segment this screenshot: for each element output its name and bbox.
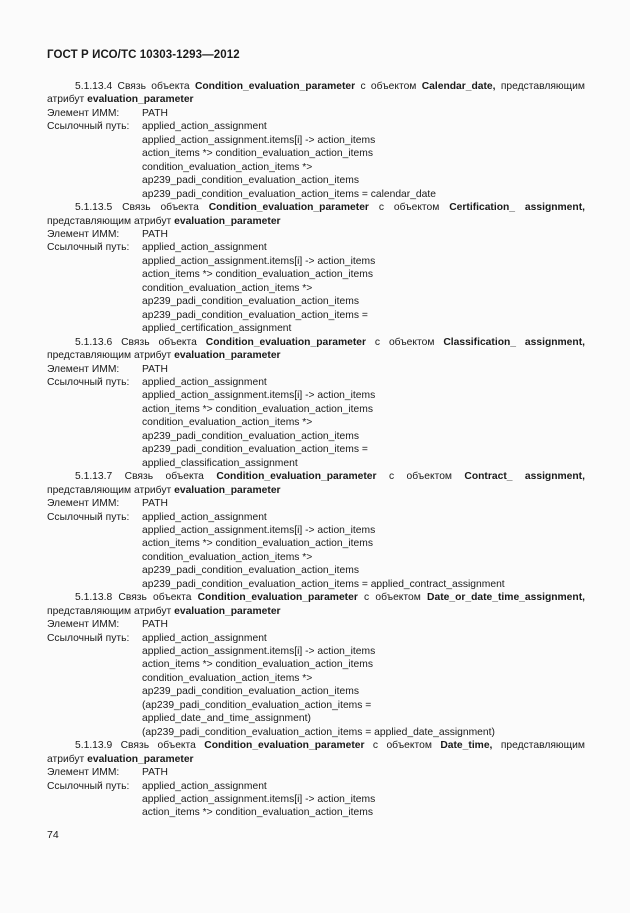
ref-path-label: Ссылочный путь:: [47, 780, 130, 792]
ref-path-row: [47, 241, 585, 254]
entity-name: Condition_evaluation_parameter: [204, 740, 365, 752]
clause-connector: с объектом: [360, 81, 417, 92]
clause-block: [47, 201, 585, 336]
clause-block: [47, 470, 585, 591]
clause-number: 5.1.13.8: [75, 592, 113, 604]
entity-name: Condition_evaluation_parameter: [216, 471, 377, 483]
clause-heading: [47, 336, 585, 363]
clause-attribute-intro: представляющим атрибут: [47, 605, 172, 617]
path-line: condition_evaluation_action_items *>: [142, 672, 313, 684]
path-line: action_items *> condition_evaluation_action_items: [142, 148, 373, 160]
element-value: PATH: [142, 767, 168, 779]
ref-path-row: [47, 120, 585, 133]
ref-path-label: Ссылочный путь:: [47, 511, 130, 523]
path-line: action_items *> condition_evaluation_action_items: [142, 538, 373, 550]
path-line: applied_action_assignment.items[i] -> action_items: [142, 390, 376, 402]
path-line: applied_action_assignment.items[i] -> action_items: [142, 255, 376, 267]
target-entity-name: Date_or_date_time_assignment,: [427, 592, 585, 604]
element-row: [47, 618, 585, 631]
clause-heading: [47, 739, 585, 766]
clause-number: 5.1.13.9: [75, 740, 113, 752]
clause-number: 5.1.13.5: [75, 202, 113, 214]
document-body: [47, 80, 585, 820]
ref-path-row: [47, 632, 585, 645]
clause-intro: Связь объекта: [122, 202, 199, 214]
path-line: applied_classification_assignment: [142, 457, 298, 469]
path-line: applied_date_and_time_assignment): [142, 713, 311, 725]
clause-connector: с объектом: [388, 471, 452, 483]
path-line: ap239_padi_condition_evaluation_action_items: [142, 565, 359, 577]
ref-path-label: Ссылочный путь:: [47, 376, 130, 388]
clause-attribute-intro: представляющим атрибут: [47, 350, 172, 362]
clause-connector: с объектом: [372, 740, 432, 752]
clause-block: [47, 336, 585, 471]
target-entity-name: Contract_ assignment,: [464, 471, 585, 483]
path-line: applied_action_assignment: [142, 121, 267, 133]
element-label: Элемент ИММ:: [47, 228, 120, 240]
target-entity-name: Calendar_date,: [421, 81, 496, 92]
path-line: action_items *> condition_evaluation_action_items: [142, 659, 373, 671]
clause-heading: [47, 201, 585, 228]
path-line: applied_action_assignment.items[i] -> action_items: [142, 134, 376, 146]
element-label: Элемент ИММ:: [47, 767, 120, 779]
clause-attribute-intro: представляющим атрибут: [47, 215, 172, 227]
clause-heading: [47, 470, 585, 497]
ref-path-label: Ссылочный путь:: [47, 242, 130, 254]
path-line: condition_evaluation_action_items *>: [142, 417, 313, 429]
attribute-name: evaluation_parameter: [174, 215, 281, 227]
path-line: ap239_padi_condition_evaluation_action_items: [142, 175, 359, 187]
element-value: PATH: [142, 228, 168, 240]
path-line: condition_evaluation_action_items *>: [142, 282, 313, 294]
element-label: Элемент ИММ:: [47, 498, 120, 510]
path-line: ap239_padi_condition_evaluation_action_items = calendar_date: [142, 188, 436, 200]
path-line: applied_action_assignment: [142, 780, 267, 792]
element-row: [47, 228, 585, 241]
element-value: PATH: [142, 107, 168, 119]
sections-container: [47, 80, 585, 820]
attribute-name: evaluation_parameter: [174, 350, 281, 362]
element-row: [47, 107, 585, 120]
entity-name: Condition_evaluation_parameter: [205, 336, 366, 348]
element-label: Элемент ИММ:: [47, 107, 120, 119]
element-row: [47, 766, 585, 779]
target-entity-name: Certification_ assignment,: [449, 202, 585, 214]
clause-connector: с объектом: [378, 202, 440, 214]
path-line: applied_action_assignment.items[i] -> action_items: [142, 794, 376, 806]
element-value: PATH: [142, 363, 168, 375]
clause-intro: Связь объекта: [120, 740, 196, 752]
path-line: condition_evaluation_action_items *>: [142, 161, 313, 173]
element-value: PATH: [142, 619, 168, 631]
clause-number: 5.1.13.6: [75, 336, 113, 348]
clause-connector: с объектом: [374, 336, 435, 348]
element-value: PATH: [142, 498, 168, 510]
path-line: ap239_padi_condition_evaluation_action_items: [142, 686, 359, 698]
ref-path-label: Ссылочный путь:: [47, 121, 130, 133]
ref-path-row: [47, 376, 585, 389]
page-number: 74: [47, 829, 59, 841]
clause-block: [47, 739, 585, 820]
clause-heading: [47, 80, 585, 107]
path-line: applied_action_assignment: [142, 632, 267, 644]
clause-attribute-intro: представляющим атрибут: [47, 81, 585, 106]
clause-connector: с объектом: [364, 592, 421, 604]
clause-intro: Связь объекта: [121, 336, 197, 348]
clause-number: 5.1.13.7: [75, 471, 113, 483]
path-line: ap239_padi_condition_evaluation_action_items = applied_contract_assignment: [142, 578, 505, 590]
clause-block: [47, 80, 585, 201]
clause-intro: Связь объекта: [118, 592, 192, 604]
attribute-name: evaluation_parameter: [87, 753, 194, 765]
path-line: (ap239_padi_condition_evaluation_action_items =: [142, 699, 372, 711]
attribute-name: evaluation_parameter: [174, 605, 281, 617]
element-row: [47, 363, 585, 376]
path-line: ap239_padi_condition_evaluation_action_items: [142, 296, 359, 308]
page-header: ГОСТ Р ИСО/ТС 10303-1293—2012: [47, 49, 240, 61]
path-line: ap239_padi_condition_evaluation_action_items =: [142, 309, 368, 321]
element-label: Элемент ИММ:: [47, 363, 120, 375]
ref-path-row: [47, 511, 585, 524]
clause-attribute-intro: представляющим атрибут: [47, 484, 172, 496]
path-line: applied_certification_assignment: [142, 323, 292, 335]
clause-attribute-intro: представляющим атрибут: [47, 740, 585, 765]
path-line: ap239_padi_condition_evaluation_action_items: [142, 430, 359, 442]
element-row: [47, 497, 585, 510]
path-line: action_items *> condition_evaluation_action_items: [142, 269, 373, 281]
clause-number: 5.1.13.4: [75, 81, 113, 92]
path-line: action_items *> condition_evaluation_action_items: [142, 403, 373, 415]
attribute-name: evaluation_parameter: [174, 484, 281, 496]
path-line: applied_action_assignment.items[i] -> action_items: [142, 646, 376, 658]
target-entity-name: Date_time,: [440, 740, 493, 752]
path-line: action_items *> condition_evaluation_action_items: [142, 807, 373, 819]
clause-heading: [47, 591, 585, 618]
path-line: condition_evaluation_action_items *>: [142, 551, 313, 563]
entity-name: Condition_evaluation_parameter: [197, 592, 358, 604]
target-entity-name: Classification_ assignment,: [443, 336, 585, 348]
path-line: applied_action_assignment.items[i] -> action_items: [142, 524, 376, 536]
ref-path-row: [47, 780, 585, 793]
ref-path-label: Ссылочный путь:: [47, 632, 130, 644]
path-line: applied_action_assignment: [142, 242, 267, 254]
clause-intro: Связь объекта: [124, 471, 204, 483]
element-label: Элемент ИММ:: [47, 619, 120, 631]
path-line: applied_action_assignment: [142, 511, 267, 523]
clause-block: [47, 591, 585, 739]
path-line: applied_action_assignment: [142, 376, 267, 388]
attribute-name: evaluation_parameter: [87, 94, 194, 106]
entity-name: Condition_evaluation_parameter: [208, 202, 369, 214]
entity-name: Condition_evaluation_parameter: [194, 81, 356, 92]
path-line: ap239_padi_condition_evaluation_action_items =: [142, 444, 368, 456]
clause-intro: Связь объекта: [117, 81, 190, 92]
path-line: (ap239_padi_condition_evaluation_action_items = applied_date_assignment): [142, 726, 495, 738]
